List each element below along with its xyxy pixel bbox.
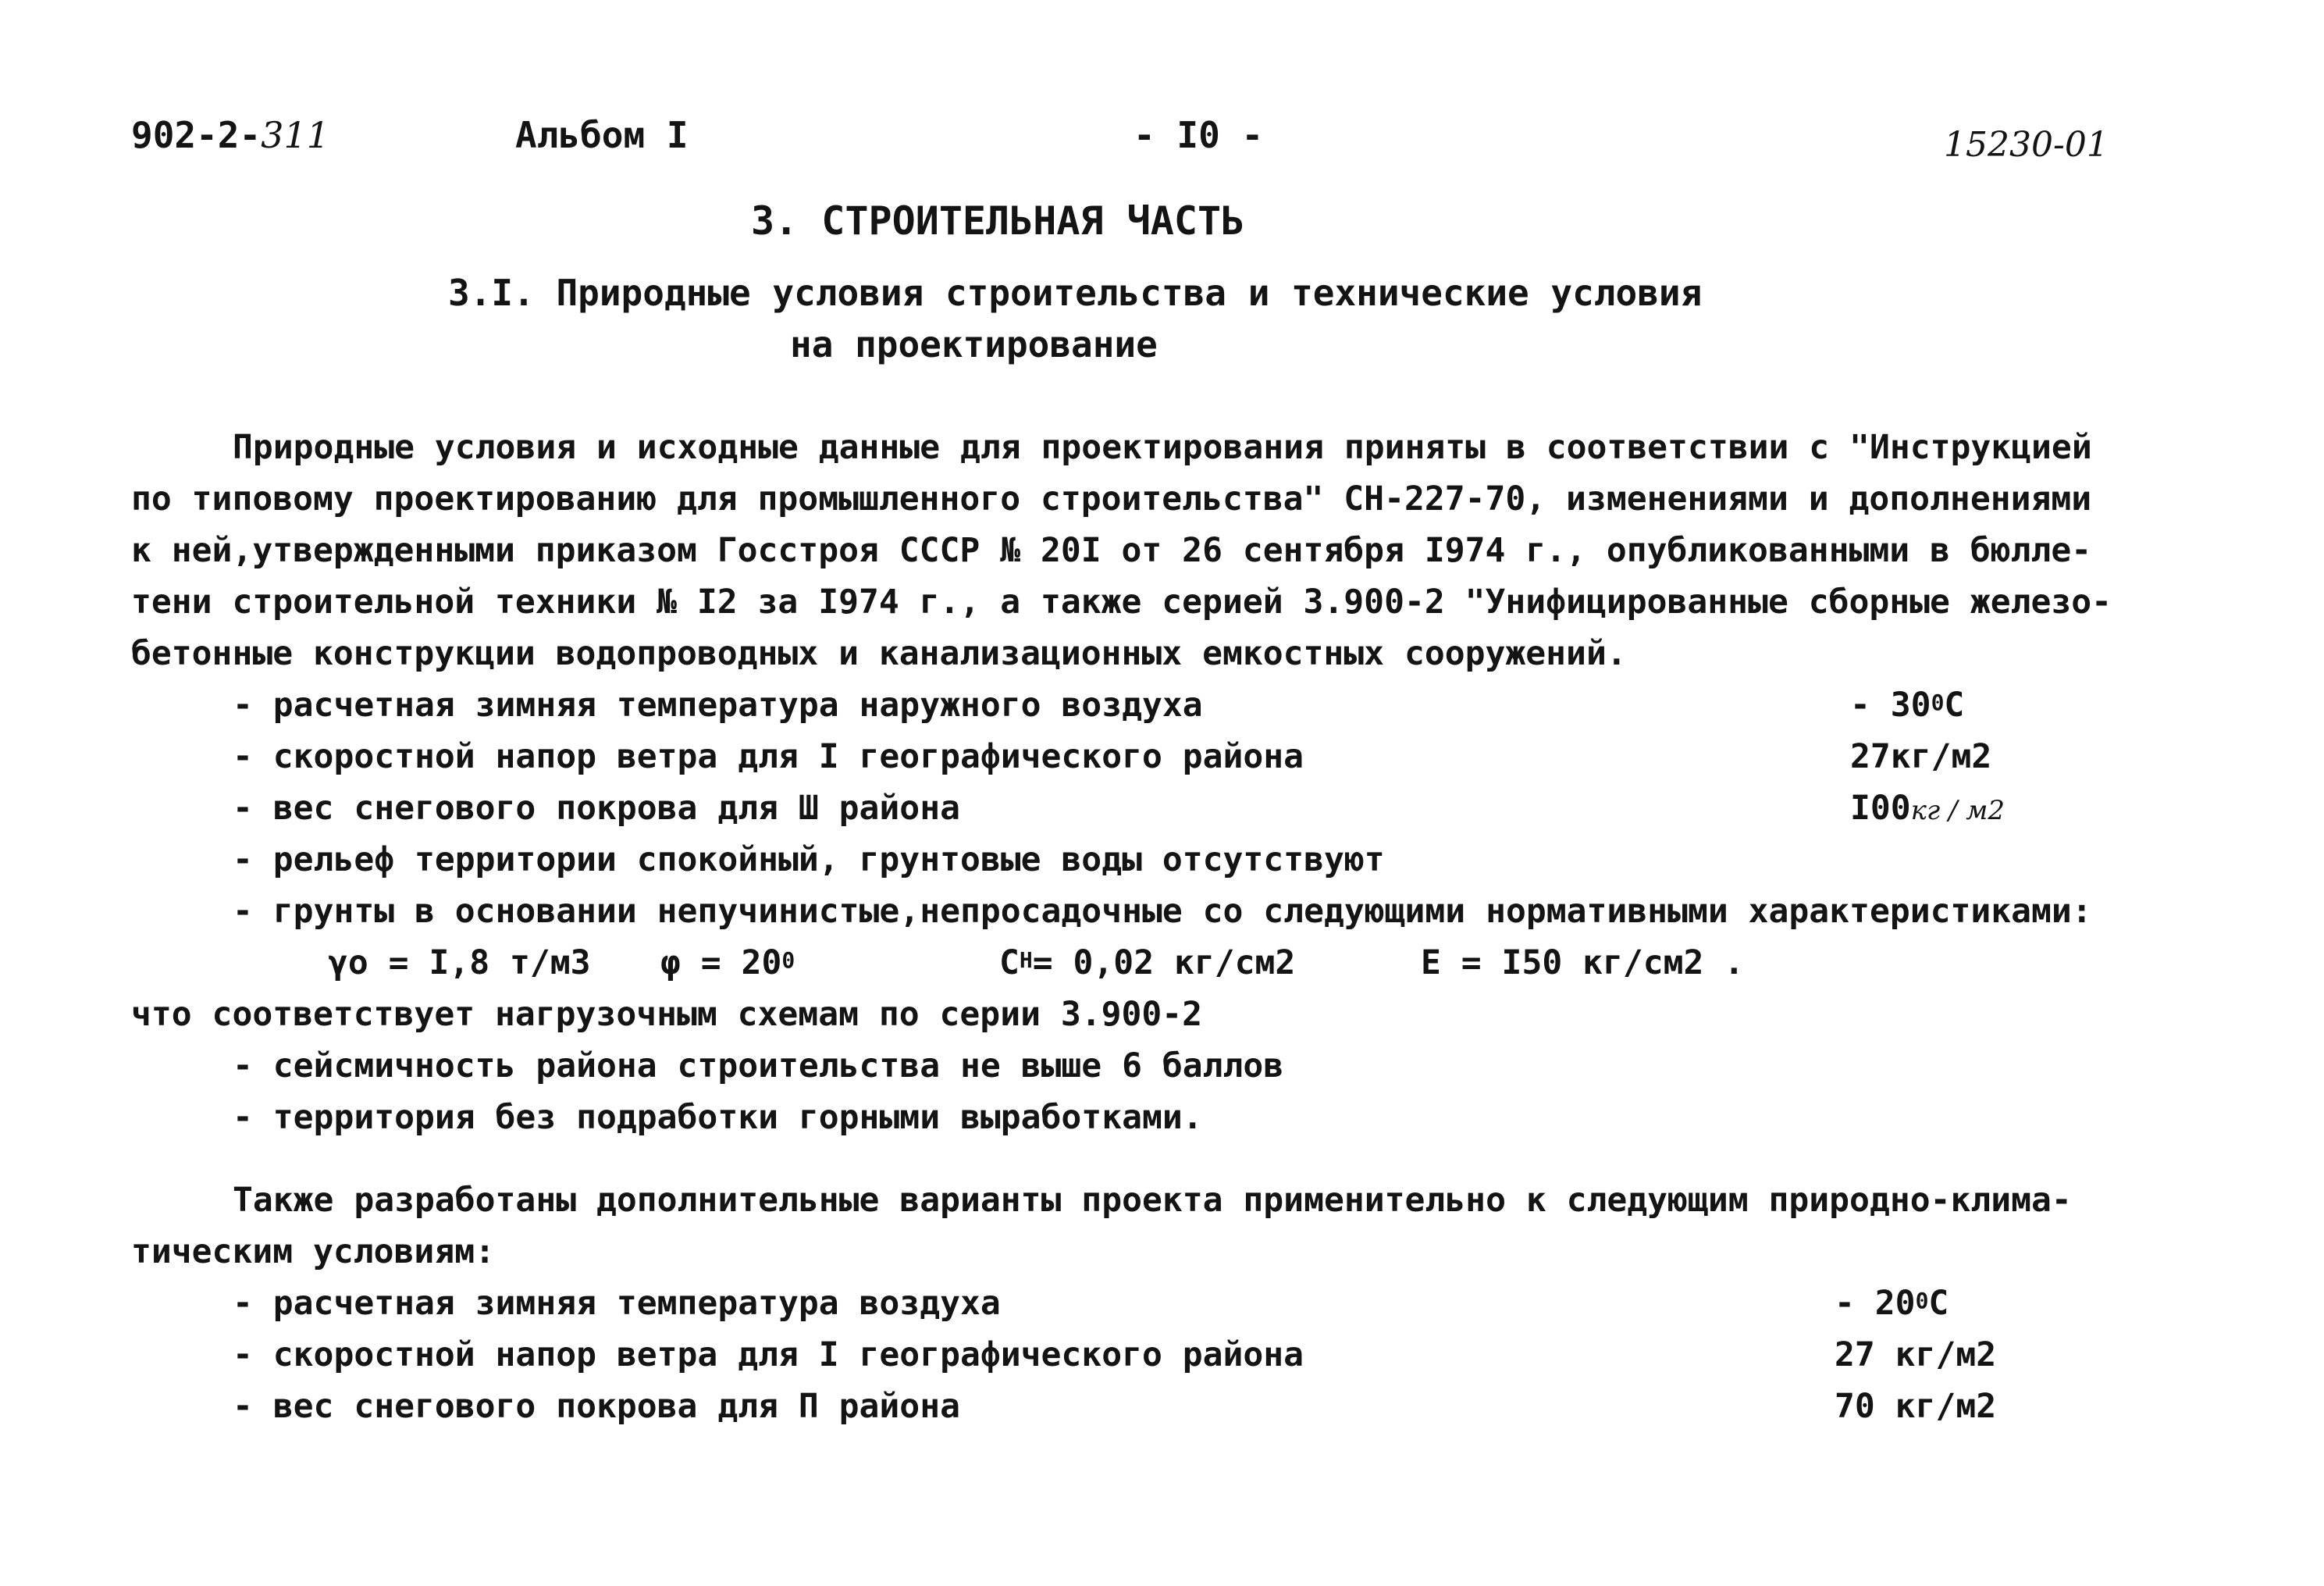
condition-item-1: - расчетная зимняя температура наружного воздуха <box>233 686 1203 725</box>
album-label: Альбом I <box>515 114 689 156</box>
additional-value-2: 27 кг/м2 <box>1835 1335 1997 1374</box>
after-soil-line-1: что соответствует нагрузочным схемам по серии 3.900-2 <box>131 995 1203 1034</box>
condition-value-2: 27кг/м2 <box>1850 737 1992 776</box>
additional-line-1: Также разработаны дополнительные варианты проекта применительно к следующим природно-клима- <box>233 1181 2072 1220</box>
intro-line-1: Природные условия и исходные данные для проектирования приняты в соответствии с "Инструкцией <box>233 428 2092 467</box>
condition-item-5: - грунты в основании непучинистые,непросадочные со следующими нормативными характеристиками: <box>233 892 2092 931</box>
additional-value-3: 70 кг/м2 <box>1835 1387 1997 1426</box>
doc-number: 902-2-311 <box>131 114 329 156</box>
mining-item: - территория без подработки горными выработками. <box>233 1098 1203 1137</box>
soil-gamma: γо = I,8 т/м3 <box>328 943 591 982</box>
condition-item-2: - скоростной напор ветра для I географического района <box>233 737 1304 776</box>
soil-modulus: Е = I50 кг/см2 . <box>1421 943 1745 982</box>
additional-item-3: - вес снегового покрова для П района <box>233 1387 960 1426</box>
intro-line-4: тени строительной техники № I2 за I974 г., а также серией 3.900-2 "Унифицированные сборные железо- <box>131 583 2112 622</box>
subsection-title-line2: на проектирование <box>790 323 1158 365</box>
soil-phi: $\varphi = 20^0$ <box>660 943 795 982</box>
inventory-number: 15230-01 <box>1944 125 2109 165</box>
page-number: - I0 - <box>1134 114 1264 156</box>
intro-line-2: по типовому проектированию для промышленного строительства" СН-227-70, изменениями и дополнениями <box>131 479 2092 519</box>
intro-line-5: бетонные конструкции водопроводных и канализационных емкостных сооружений. <box>131 634 1627 673</box>
soil-cohesion: $С^Н= 0,02$ кг/см2 <box>999 943 1296 982</box>
subsection-title-line1: 3.I. Природные условия строительства и технические условия <box>448 272 1703 314</box>
additional-value-1: - $20^0C$ <box>1835 1284 1949 1323</box>
condition-value-3: I00кг / м2 <box>1850 789 2005 828</box>
condition-item-3: - вес снегового покрова для Ш района <box>233 789 960 828</box>
doc-number-handwritten: 311 <box>261 114 329 156</box>
additional-item-1: - расчетная зимняя температура воздуха <box>233 1284 1001 1323</box>
additional-item-2: - скоростной напор ветра для I географического района <box>233 1335 1304 1374</box>
additional-line-2: тическим условиям: <box>131 1232 495 1271</box>
condition-value-1: - $30^0C$ <box>1850 686 1965 725</box>
seismic-item: - сейсмичность района строительства не выше 6 баллов <box>233 1046 1284 1085</box>
section-title: 3. СТРОИТЕЛЬНАЯ ЧАСТЬ <box>751 198 1245 244</box>
condition-item-4: - рельеф территории спокойный, грунтовые воды отсутствуют <box>233 840 1385 879</box>
intro-line-3: к ней,утвержденными приказом Госстроя СССР № 20I от 26 сентября I974 г., опубликованными в бюлле- <box>131 531 2092 570</box>
